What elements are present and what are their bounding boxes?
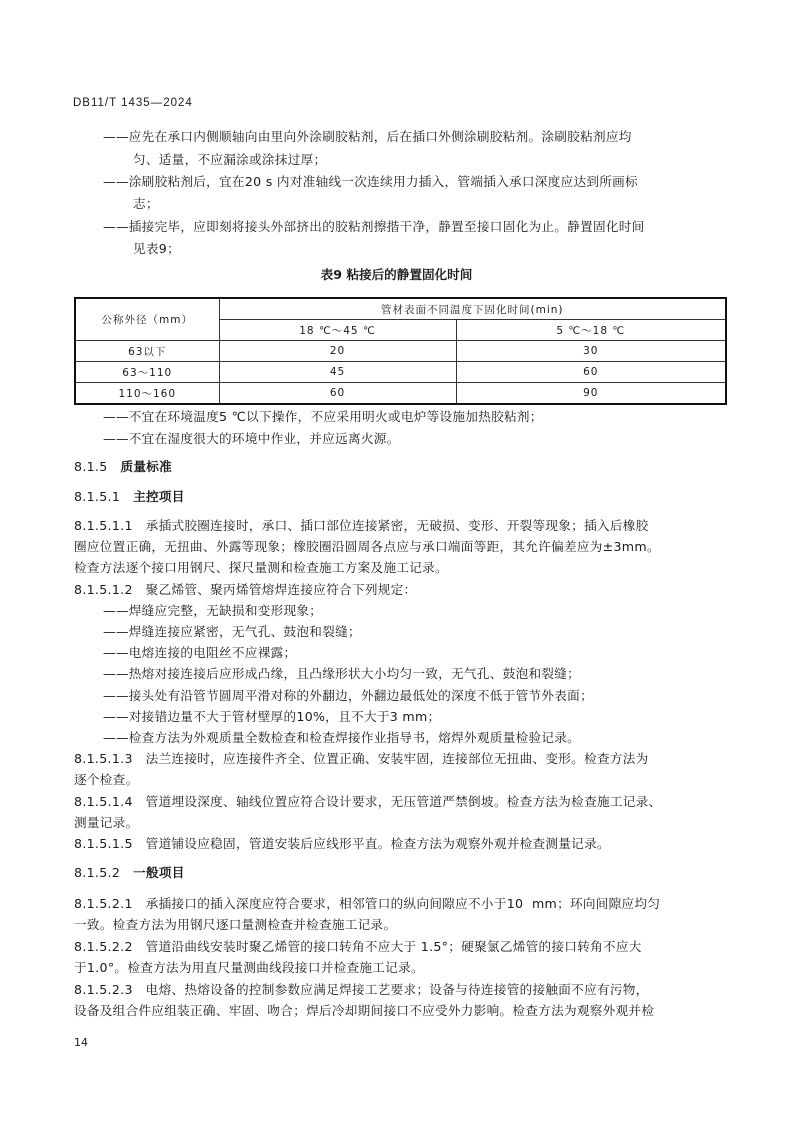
document-code-header: DB11/T 1435—2024	[73, 97, 193, 109]
clause-paragraph: 一致。检查方法为用钢尺逐口量测检查并检查施工记录。	[74, 917, 397, 932]
list-item: ——电熔连接的电阻丝不应裸露；	[103, 645, 297, 660]
list-item-continuation: 匀、适量，不应漏涂或涂抹过厚；	[133, 152, 327, 167]
list-item: ——热熔对接连接后应形成凸缘，且凸缘形状大小均匀一致，无气孔、鼓泡和裂缝；	[103, 666, 581, 681]
table-row	[75, 362, 726, 383]
list-item: ——焊缝连接应紧密，无气孔、鼓泡和裂缝；	[103, 624, 361, 639]
table-header-row	[75, 298, 726, 320]
page-number: 14	[74, 1036, 88, 1049]
group-header: 管材表面不同温度下固化时间(min)	[219, 298, 726, 320]
column-header: 5 ℃～18 ℃	[456, 320, 726, 341]
list-item: ——涂刷胶粘剂后，宜在20 s 内对准轴线一次连续用力插入，管端插入承口深度应达到所画标	[103, 174, 638, 189]
clause-paragraph: 8.1.5.1.3 法兰连接时，应连接件齐全、位置正确、安装牢固，连接部位无扭曲、变形。检查方法为	[74, 751, 649, 766]
list-item: ——焊缝应完整，无缺损和变形现象；	[103, 603, 323, 618]
clause-paragraph: 8.1.5.1.4 管道埋设深度、轴线位置应符合设计要求，无压管道严禁倒坡。检查方法为检查施工记录、	[74, 794, 662, 809]
table-row	[75, 341, 726, 362]
clause-paragraph: 8.1.5.2.3 电熔、热熔设备的控制参数应满足焊接工艺要求；设备与待连接管的接触面不应有污物，	[74, 982, 649, 997]
column-header: 18 ℃～45 ℃	[219, 320, 456, 341]
list-item: ——不宜在湿度很大的环境中作业，并应远离火源。	[103, 431, 400, 446]
table-cell: 60	[456, 362, 726, 383]
section-heading-8-1-5	[74, 459, 172, 475]
clause-paragraph: 检查方法逐个接口用钢尺、探尺量测和检查施工方案及施工记录。	[74, 560, 448, 575]
list-item: ——插接完毕，应即刻将接头外部挤出的胶粘剂擦揩干净，静置至接口固化为止。静置固化时间	[103, 219, 645, 234]
clause-paragraph: 逐个检查。	[74, 772, 139, 787]
table-cell: 30	[456, 341, 726, 362]
list-item-continuation: 见表9；	[133, 241, 180, 256]
section-title: 质量标准	[120, 459, 173, 474]
section-number: 8.1.5.2	[74, 865, 121, 880]
table-title: 表9 粘接后的静置固化时间	[320, 267, 473, 282]
list-item: ——对接错边量不大于管材壁厚的10%，且不大于3 mm；	[103, 709, 441, 724]
list-item: ——应先在承口内侧顺轴向由里向外涂刷胶粘剂，后在插口外侧涂刷胶粘剂。涂刷胶粘剂应均	[103, 129, 632, 144]
section-title: 一般项目	[133, 865, 185, 880]
column-header: 公称外径（mm）	[75, 298, 219, 341]
clause-paragraph: 圈应位置正确，无扭曲、外露等现象；橡胶圈沿圆周各点应与承口端面等距，其允许偏差应为±3mm。	[74, 539, 660, 554]
table-cell: 20	[219, 341, 456, 362]
table-cell: 90	[456, 383, 726, 405]
list-item-continuation: 志；	[133, 196, 159, 211]
clause-paragraph: 8.1.5.2.2 管道沿曲线安装时聚乙烯管的接口转角不应大于 1.5°；硬聚氯乙烯管的接口转角不应大	[74, 939, 642, 954]
clause-paragraph: 测量记录。	[74, 815, 139, 830]
list-item: ——检查方法为外观质量全数检查和检查焊接作业指导书，熔焊外观质量检验记录。	[103, 730, 581, 745]
clause-paragraph: 设备及组合件应组装正确、牢固、吻合；焊后冷却期间接口不应受外力影响。检查方法为观察外观并检	[74, 1003, 655, 1018]
curing-time-table	[74, 297, 727, 405]
clause-paragraph: 8.1.5.2.1 承插接口的插入深度应符合要求，相邻管口的纵向间隙应不小于10 mm；环向间隙应均匀	[74, 896, 661, 911]
clause-paragraph: 8.1.5.1.1 承插式胶圈连接时，承口、插口部位连接紧密，无破损、变形、开裂等现象；插入后橡胶	[74, 518, 649, 533]
table-cell: 63～110	[75, 362, 219, 383]
list-item: ——不宜在环境温度5 ℃以下操作，不应采用明火或电炉等设施加热胶粘剂；	[103, 409, 543, 424]
clause-paragraph: 于1.0°。检查方法为用直尺量测曲线段接口并检查施工记录。	[74, 960, 424, 975]
table-cell: 110～160	[75, 383, 219, 405]
table-cell: 63以下	[75, 341, 219, 362]
table-cell: 60	[219, 383, 456, 405]
section-heading-8-1-5-2	[74, 865, 185, 881]
table-row	[75, 383, 726, 405]
section-title: 主控项目	[133, 489, 185, 504]
list-item: ——接头处有沿管节圆周平滑对称的外翻边，外翻边最低处的深度不低于管节外表面；	[103, 688, 593, 703]
section-heading-8-1-5-1	[74, 489, 185, 505]
clause-paragraph: 8.1.5.1.5 管道铺设应稳固，管道安装后应线形平直。检查方法为观察外观并检查测量记录。	[74, 836, 610, 851]
section-number: 8.1.5	[74, 459, 108, 474]
section-number: 8.1.5.1	[74, 489, 121, 504]
table-cell: 45	[219, 362, 456, 383]
clause-paragraph: 8.1.5.1.2 聚乙烯管、聚丙烯管熔焊连接应符合下列规定：	[74, 582, 417, 597]
